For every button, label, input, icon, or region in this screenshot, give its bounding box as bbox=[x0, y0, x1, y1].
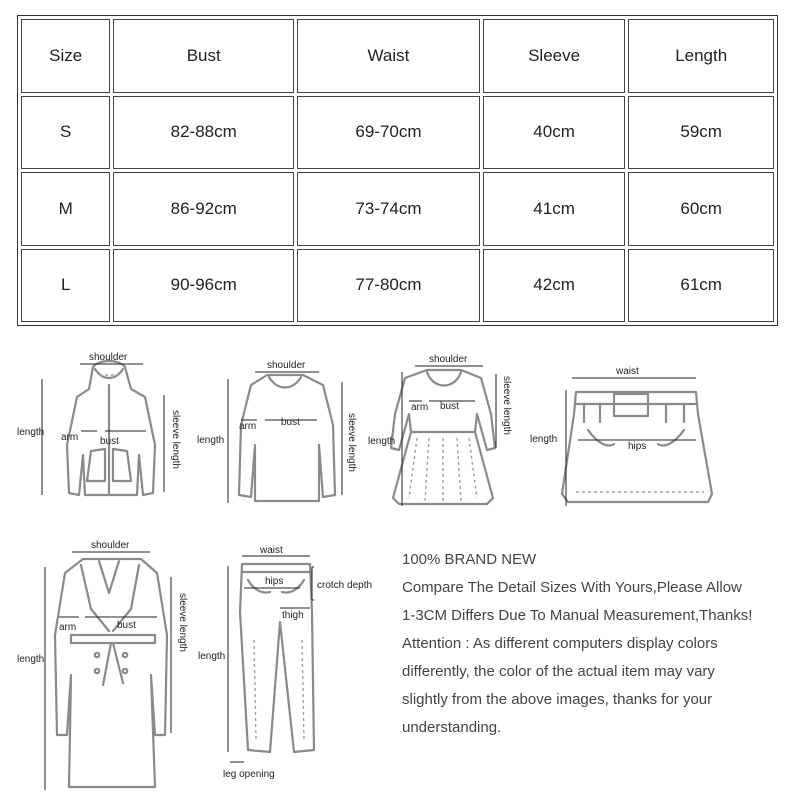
cell-bust: 90-96cm bbox=[113, 249, 294, 323]
coat-sleeve-length-label: sleeve length bbox=[177, 593, 188, 652]
coat-diagram bbox=[15, 535, 195, 800]
dress-diagram bbox=[365, 348, 535, 518]
sweater-diagram bbox=[195, 355, 370, 515]
pants-hips-label: hips bbox=[265, 576, 284, 587]
dress-length-label: length bbox=[368, 436, 396, 447]
note-attention: Attention : As different computers display colors bbox=[402, 635, 718, 652]
sweater-arm-label: arm bbox=[239, 421, 257, 432]
hoodie-sleeve-length-label: sleeve length bbox=[170, 410, 181, 469]
hoodie-arm-label: arm bbox=[61, 432, 79, 443]
note-brand-new: 100% BRAND NEW bbox=[402, 551, 537, 568]
header-size: Size bbox=[21, 19, 110, 93]
pants-waist-label: waist bbox=[260, 545, 283, 556]
product-notes bbox=[402, 546, 792, 742]
sweater-shoulder-label: shoulder bbox=[267, 360, 306, 371]
cell-size: L bbox=[21, 249, 110, 323]
header-sleeve: Sleeve bbox=[483, 19, 626, 93]
pants-drawing bbox=[192, 540, 392, 795]
sweater-drawing bbox=[195, 355, 370, 515]
pants-crotch-depth-label: crotch depth bbox=[317, 580, 373, 591]
cell-bust: 82-88cm bbox=[113, 96, 294, 170]
note-line: differently, the color of the actual item may vary bbox=[402, 663, 715, 680]
cell-waist: 77-80cm bbox=[297, 249, 480, 323]
coat-drawing bbox=[15, 535, 195, 800]
skirt-drawing bbox=[528, 360, 718, 520]
cell-waist: 69-70cm bbox=[297, 96, 480, 170]
header-bust: Bust bbox=[113, 19, 294, 93]
dress-drawing bbox=[365, 348, 535, 518]
skirt-hips-label: hips bbox=[628, 441, 647, 452]
cell-length: 61cm bbox=[628, 249, 774, 323]
table-header-row bbox=[21, 19, 774, 93]
table-row bbox=[21, 249, 774, 323]
cell-size: S bbox=[21, 96, 110, 170]
note-line: 1-3CM Differs Due To Manual Measurement,Thanks! bbox=[402, 607, 753, 624]
cell-waist: 73-74cm bbox=[297, 172, 480, 246]
pants-leg-opening-label: leg opening bbox=[223, 769, 275, 780]
pants-diagram bbox=[192, 540, 392, 795]
sweater-bust-label: bust bbox=[281, 417, 300, 428]
size-table bbox=[18, 16, 777, 325]
header-length: Length bbox=[628, 19, 774, 93]
cell-length: 59cm bbox=[628, 96, 774, 170]
hoodie-diagram bbox=[15, 345, 195, 520]
coat-arm-label: arm bbox=[59, 622, 77, 633]
size-chart-table bbox=[17, 15, 778, 326]
cell-length: 60cm bbox=[628, 172, 774, 246]
sweater-length-label: length bbox=[197, 435, 225, 446]
pants-thigh-label: thigh bbox=[282, 610, 304, 621]
coat-bust-label: bust bbox=[117, 620, 136, 631]
sweater-sleeve-length-label: sleeve length bbox=[346, 413, 357, 472]
hoodie-bust-label: bust bbox=[100, 436, 119, 447]
cell-sleeve: 40cm bbox=[483, 96, 626, 170]
note-line: understanding. bbox=[402, 719, 502, 736]
skirt-waist-label: waist bbox=[616, 366, 639, 377]
skirt-length-label: length bbox=[530, 434, 558, 445]
table-row bbox=[21, 172, 774, 246]
coat-length-label: length bbox=[17, 654, 45, 665]
dress-bust-label: bust bbox=[440, 401, 459, 412]
hoodie-length-label: length bbox=[17, 427, 45, 438]
table-row bbox=[21, 96, 774, 170]
dress-arm-label: arm bbox=[411, 402, 429, 413]
cell-bust: 86-92cm bbox=[113, 172, 294, 246]
hoodie-drawing bbox=[15, 345, 195, 520]
cell-sleeve: 41cm bbox=[483, 172, 626, 246]
coat-shoulder-label: shoulder bbox=[91, 540, 130, 551]
cell-sleeve: 42cm bbox=[483, 249, 626, 323]
note-line: Compare The Detail Sizes With Yours,Please Allow bbox=[402, 579, 742, 596]
dress-sleeve-length-label: sleeve length bbox=[501, 376, 512, 435]
pants-length-label: length bbox=[198, 651, 226, 662]
cell-size: M bbox=[21, 172, 110, 246]
dress-shoulder-label: shoulder bbox=[429, 354, 468, 365]
skirt-diagram bbox=[528, 360, 718, 520]
header-waist: Waist bbox=[297, 19, 480, 93]
note-line: slightly from the above images, thanks for your bbox=[402, 691, 713, 708]
hoodie-shoulder-label: shoulder bbox=[89, 352, 128, 363]
